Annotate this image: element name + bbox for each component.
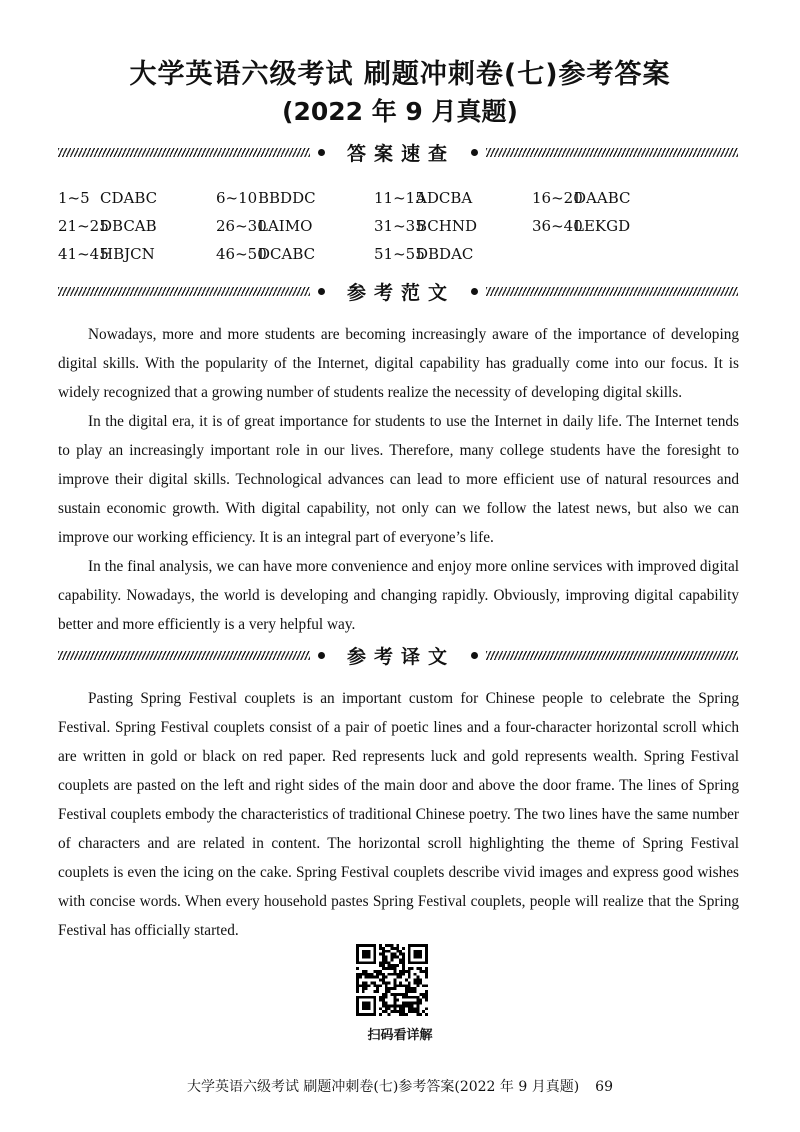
answer-range: 51~55 [374,245,425,263]
hatch-decoration [58,287,310,296]
section-title-translation: 参考译文 [347,645,456,668]
answer-keys: CDABC [100,189,158,207]
answer-keys: BBDDC [258,189,316,207]
hatch-decoration [486,148,738,157]
section-divider-essay [58,277,738,305]
answer-keys: HBJCN [100,245,155,263]
answer-range: 1~5 [58,189,90,207]
answer-range: 26~30 [216,217,267,235]
answer-range: 46~50 [216,245,267,263]
answer-row [58,184,738,212]
answer-keys: LEKGD [574,217,631,235]
hatch-decoration [58,148,310,157]
answer-keys: DCABC [258,245,316,263]
essay-paragraph: In the final analysis, we can have more convenience and enjoy more online services with improved digital capability. Nowadays, the world is developing and changing rapidly. Obviously, improving digital capability better and more efficiently is a very helpful way. [58,558,739,633]
answer-range: 21~25 [58,217,109,235]
hatch-decoration [58,651,310,660]
bullet-dot [318,288,325,295]
translation-paragraph: Pasting Spring Festival couplets is an important custom for Chinese people to celebrate the Spring Festival. Spring Festival couplets consist of a pair of poetic lines and a four-character horizontal scroll which are written in gold or black on red paper. Red represents luck and gold represents wealth. Spring Festival couplets are pasted on the left and right sides of the main door and above the door frame. The lines of Spring Festival couplets embody the characteristics of traditional Chinese poetry. The two lines have the same number of characters and are related in content. The horizontal scroll highlighting the theme of Spring Festival couplets is even the icing on the cake. Spring Festival couplets describe vivid images and express good wishes with concise words. When every household pastes Spring Festival couplets, people will realize that the Spring Festival has officially started. [58,690,739,939]
qr-code-icon[interactable] [356,944,428,1016]
answer-keys: DAABC [574,189,631,207]
answer-group [532,189,690,207]
section-title-essay: 参考范文 [347,281,456,304]
reference-translation [58,684,739,945]
bullet-dot [471,149,478,156]
page-number: 69 [595,1079,613,1095]
answer-keys: BCHND [416,217,478,235]
bullet-dot [471,652,478,659]
section-divider-translation [58,641,738,669]
answer-group [58,189,216,207]
answer-range: 11~15 [374,189,425,207]
answer-keys: DBCAB [100,217,157,235]
bullet-dot [318,149,325,156]
qr-caption: 扫码看详解 [367,1028,433,1043]
section-title-answers: 答案速查 [347,142,456,165]
answer-key-grid [58,184,738,268]
essay-paragraph: Nowadays, more and more students are becoming increasingly aware of the importance of developing digital skills. With the popularity of the Internet, digital capability has gradually come into our focus. It is widely recognized that a growing number of students realize the necessity of developing digital skills. [58,326,739,401]
essay-paragraph: In the digital era, it is of great importance for students to use the Internet in daily life. The Internet tends to play an increasingly important role in our lives. Therefore, many college students have the foresight to improve their digital skills. Technological advances can lead to more efficient use of natural resources and sustain economic growth. With digital capability, not only can we follow the latest news, but also we can improve our working efficiency. It is an integral part of everyone’s life. [58,413,739,546]
answer-keys: LAIMO [258,217,313,235]
answer-range: 41~45 [58,245,109,263]
answer-group [374,217,532,235]
answer-range: 31~35 [374,217,425,235]
page-subtitle: (2022 年 9 月真题) [282,97,518,126]
answer-range: 16~20 [532,189,583,207]
answer-keys: DBDAC [416,245,474,263]
hatch-decoration [486,287,738,296]
bullet-dot [471,288,478,295]
answer-keys: ADCBA [416,189,473,207]
answer-group [216,245,374,263]
section-divider-answers [58,138,738,166]
hatch-decoration [486,651,738,660]
answer-group [58,245,216,263]
page-title: 大学英语六级考试 刷题冲刺卷(七)参考答案 [129,59,671,90]
answer-group [58,217,216,235]
answer-group [216,189,374,207]
answer-group [216,217,374,235]
sample-essay [58,320,739,639]
answer-group [374,245,532,263]
answer-group [532,217,690,235]
page-footer [0,1076,800,1096]
answer-range: 36~40 [532,217,583,235]
answer-row [58,240,738,268]
answer-group [374,189,532,207]
answer-row [58,212,738,240]
bullet-dot [318,652,325,659]
footer-text: 大学英语六级考试 刷题冲刺卷(七)参考答案(2022 年 9 月真题) [186,1079,580,1095]
answer-range: 6~10 [216,189,258,207]
